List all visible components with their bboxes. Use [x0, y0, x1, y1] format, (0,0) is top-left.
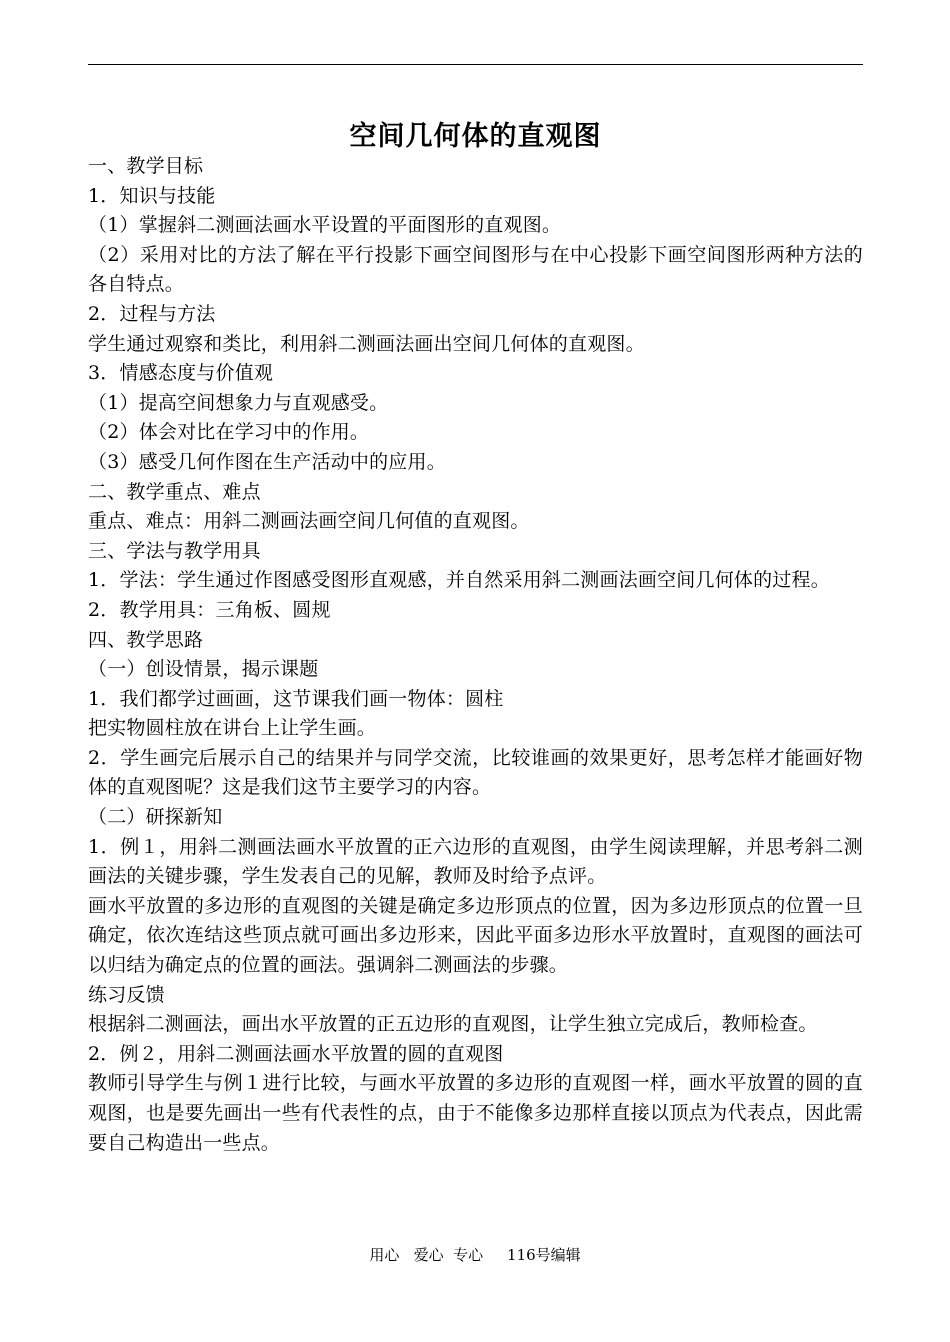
- paragraph: 2．学生画完后展示自己的结果并与同学交流，比较谁画的效果更好，思考怎样才能画好物体的直观图呢？这是我们这节主要学习的内容。: [88, 746, 863, 799]
- paragraph: 一、教学目标: [88, 155, 204, 177]
- header-rule: [88, 64, 863, 65]
- page-footer: 用心 爱心 专心 116号编辑: [369, 1246, 581, 1264]
- paragraph: 四、教学思路: [88, 628, 204, 651]
- paragraph: 三、学法与教学用具: [88, 539, 261, 562]
- document-body: [88, 152, 863, 1158]
- paragraph: 2．例２，用斜二测画法画水平放置的圆的直观图: [88, 1042, 504, 1065]
- paragraph: 画水平放置的多边形的直观图的关键是确定多边形顶点的位置，因为多边形顶点的位置一旦确定，依次连结这些顶点就可画出多边形来，因此平面多边形水平放置时，直观图的画法可以归结为确定点的位置的画法。强调斜二测画法的步骤。: [88, 894, 863, 977]
- paragraph: （3）感受几何作图在生产活动中的应用。: [88, 450, 446, 473]
- paragraph: （一）创设情景，揭示课题: [88, 658, 319, 681]
- paragraph: 学生通过观察和类比，利用斜二测画法画出空间几何体的直观图。: [88, 332, 645, 355]
- paragraph: 练习反馈: [88, 983, 165, 1006]
- paragraph: （2）体会对比在学习中的作用。: [88, 421, 370, 444]
- paragraph: 教师引导学生与例１进行比较，与画水平放置的多边形的直观图一样，画水平放置的圆的直观图，也是要先画出一些有代表性的点，由于不能像多边那样直接以顶点为代表点，因此需要自己构造出一些点。: [88, 1072, 863, 1154]
- paragraph: 重点、难点：用斜二测画法画空间几何值的直观图。: [88, 510, 530, 533]
- paragraph: 2．教学用具：三角板、圆规: [88, 598, 331, 621]
- paragraph: 1．学法：学生通过作图感受图形直观感，并自然采用斜二测画法画空间几何体的过程。: [88, 569, 830, 592]
- paragraph: 2．过程与方法: [88, 302, 216, 325]
- paragraph: （1）掌握斜二测画法画水平设置的平面图形的直观图。: [88, 214, 562, 237]
- document-title: 空间几何体的直观图: [349, 121, 602, 152]
- paragraph: （1）提高空间想象力与直观感受。: [88, 391, 389, 414]
- paragraph: 1．例１，用斜二测画法画水平放置的正六边形的直观图，由学生阅读理解，并思考斜二测画法的关键步骤，学生发表自己的见解，教师及时给予点评。: [88, 835, 863, 888]
- paragraph: （2）采用对比的方法了解在平行投影下画空间图形与在中心投影下画空间图形两种方法的各自特点。: [88, 243, 863, 296]
- paragraph: （二）研探新知: [88, 806, 223, 829]
- paragraph: 二、教学重点、难点: [88, 480, 261, 503]
- paragraph: 1．我们都学过画画，这节课我们画一物体：圆柱: [88, 687, 504, 710]
- paragraph: 1．知识与技能: [88, 184, 216, 207]
- paragraph: 把实物圆柱放在讲台上让学生画。: [88, 717, 377, 740]
- paragraph: 根据斜二测画法，画出水平放置的正五边形的直观图，让学生独立完成后，教师检查。: [88, 1013, 818, 1036]
- paragraph: 3．情感态度与价值观: [88, 362, 274, 385]
